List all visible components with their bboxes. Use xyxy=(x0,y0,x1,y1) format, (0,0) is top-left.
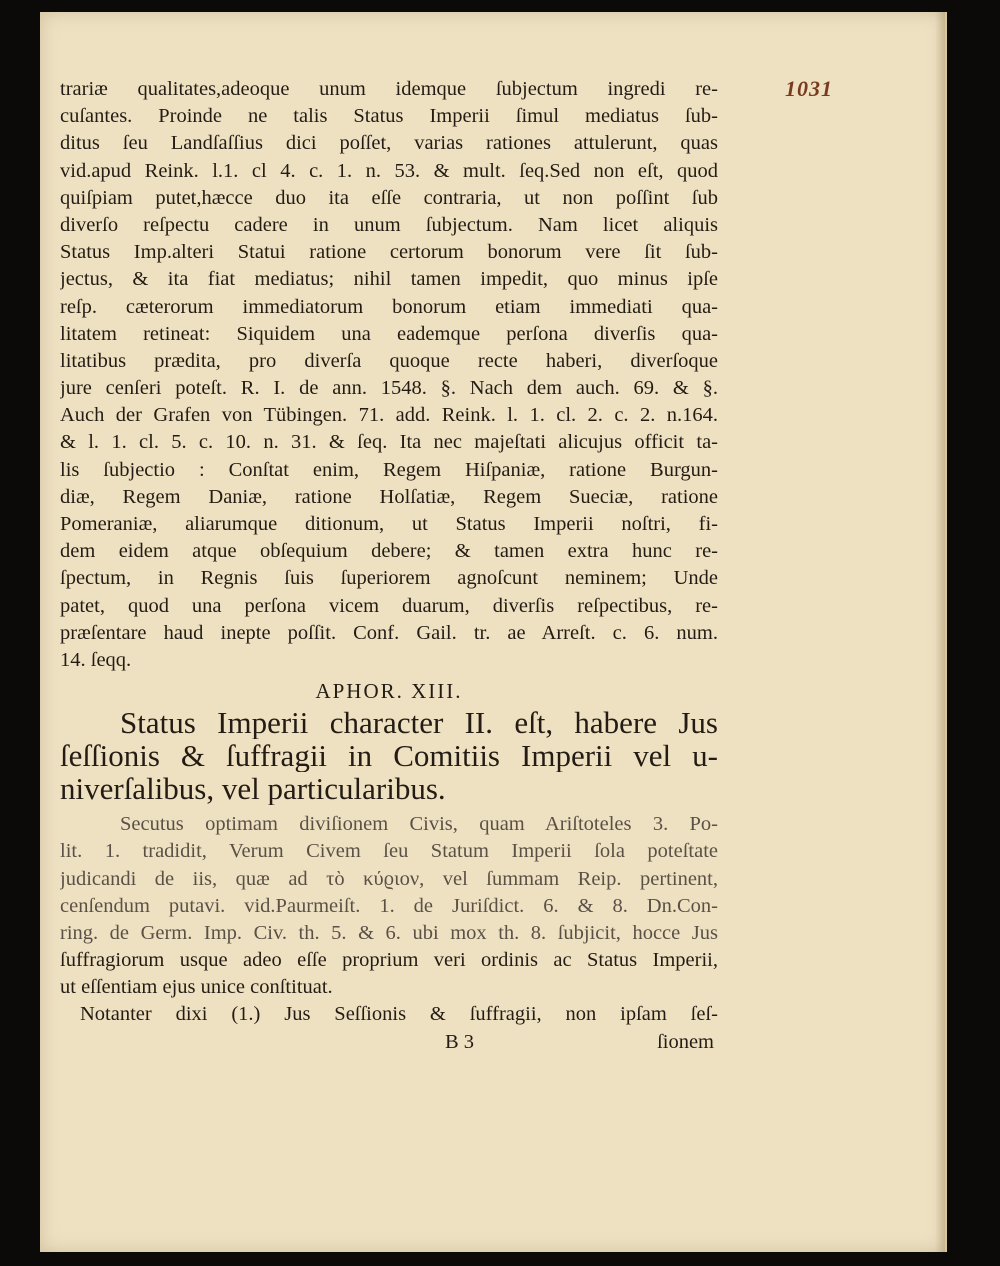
text-line: patet, quod una perſona vicem duarum, diverſis reſpectibus, re- xyxy=(60,594,718,617)
text-line: lit. 1. tradidit, Verum Civem ſeu Statum Imperii ſola poteſtate xyxy=(60,840,718,863)
thesis-line: ſeſſionis & ſuffragii in Comitiis Imperii vel u- xyxy=(60,739,718,773)
text-line: vid.apud Reink. l.1. cl 4. c. 1. n. 53. & mult. ſeq.Sed non eſt, quod xyxy=(60,159,718,182)
text-line: ut eſſentiam ejus unice conſtituat. xyxy=(60,976,333,999)
text-line: diæ, Regem Daniæ, ratione Holſatiæ, Regem Sueciæ, ratione xyxy=(60,485,718,508)
text-line: jure cenſeri poteſt. R. I. de ann. 1548. §. Nach dem auch. 69. & §. xyxy=(60,377,718,400)
text-line: ring. de Germ. Imp. Civ. th. 5. & 6. ubi mox th. 8. ſubjicit, hocce Jus xyxy=(60,921,718,944)
paragraph-argument xyxy=(60,76,718,674)
text-line: judicandi de iis, quæ ad τὸ κύϱιον, vel ſummam Reip. pertinent, xyxy=(60,867,718,890)
text-line: ſuffragiorum usque adeo eſſe proprium veri ordinis ac Status Imperii, xyxy=(60,949,718,972)
text-line: Auch der Grafen von Tübingen. 71. add. Reink. l. 1. cl. 2. c. 2. n.164. xyxy=(60,404,718,427)
folio-annotation: 1031 xyxy=(785,76,833,101)
aphorism-thesis xyxy=(60,706,718,805)
signature-mark: B 3 xyxy=(445,1030,475,1053)
thesis-line: niverſalibus, vel particularibus. xyxy=(60,772,446,806)
text-line: trariæ qualitates,adeoque unum idemque ſubjectum ingredi re- xyxy=(60,78,718,100)
paragraph-commentary xyxy=(60,811,718,1029)
text-line: ſpectum, in Regnis ſuis ſuperiorem agnoſcunt neminem; Unde xyxy=(60,567,718,590)
text-line: cuſantes. Proinde ne talis Status Imperii ſimul mediatus ſub- xyxy=(60,105,718,128)
page-edge-shadow xyxy=(935,12,945,1252)
text-line: diverſo reſpectu cadere in unum ſubjectum. Nam licet aliquis xyxy=(60,213,718,236)
text-line: Secutus optimam diviſionem Civis, quam Ariſtoteles 3. Po- xyxy=(120,813,718,836)
text-line: dem eidem atque obſequium debere; & tamen extra hunc re- xyxy=(60,540,718,563)
text-line: jectus, & ita fiat mediatus; nihil tamen impedit, quo minus ipſe xyxy=(60,268,718,291)
text-line: cenſendum putavi. vid.Paurmeiſt. 1. de Juriſdict. 6. & 8. Dn.Con- xyxy=(60,894,718,917)
aphorism-heading: APHOR. XIII. xyxy=(315,679,463,704)
book-page xyxy=(40,12,947,1252)
page-footer xyxy=(60,1029,718,1056)
thesis-line: Status Imperii character II. eſt, habere Jus xyxy=(120,706,718,740)
text-line: litatibus prædita, pro diverſa quoque recte haberi, diverſoque xyxy=(60,349,718,372)
text-line: quiſpiam putet,hæcce duo ita eſſe contraria, ut non poſſint ſub xyxy=(60,186,718,209)
text-line: litatem retineat: Siquidem una eademque perſona diverſis qua- xyxy=(60,322,718,345)
text-line: Notanter dixi (1.) Jus Seſſionis & ſuffragii, non ipſam ſeſ- xyxy=(80,1003,718,1026)
text-line: & l. 1. cl. 5. c. 10. n. 31. & ſeq. Ita nec majeſtati alicujus officit ta- xyxy=(60,431,718,454)
text-line: Status Imp.alteri Statui ratione certorum bonorum vere ſit ſub- xyxy=(60,241,718,264)
text-line: ditus ſeu Landſaſſius dici poſſet, varias rationes attulerunt, quas xyxy=(60,132,718,155)
text-line: Pomeraniæ, aliarumque ditionum, ut Status Imperii noſtri, fi- xyxy=(60,513,718,535)
text-line: præſentare haud inepte poſſit. Conf. Gail. tr. ae Arreſt. c. 6. num. xyxy=(60,621,718,644)
catchword: ſionem xyxy=(657,1030,714,1053)
page-text-block xyxy=(60,76,718,1056)
text-line: 14. ſeqq. xyxy=(60,648,132,671)
text-line: reſp. cæterorum immediatorum bonorum etiam immediati qua- xyxy=(60,295,718,318)
text-line: lis ſubjectio : Conſtat enim, Regem Hiſpaniæ, ratione Burgun- xyxy=(60,458,718,481)
